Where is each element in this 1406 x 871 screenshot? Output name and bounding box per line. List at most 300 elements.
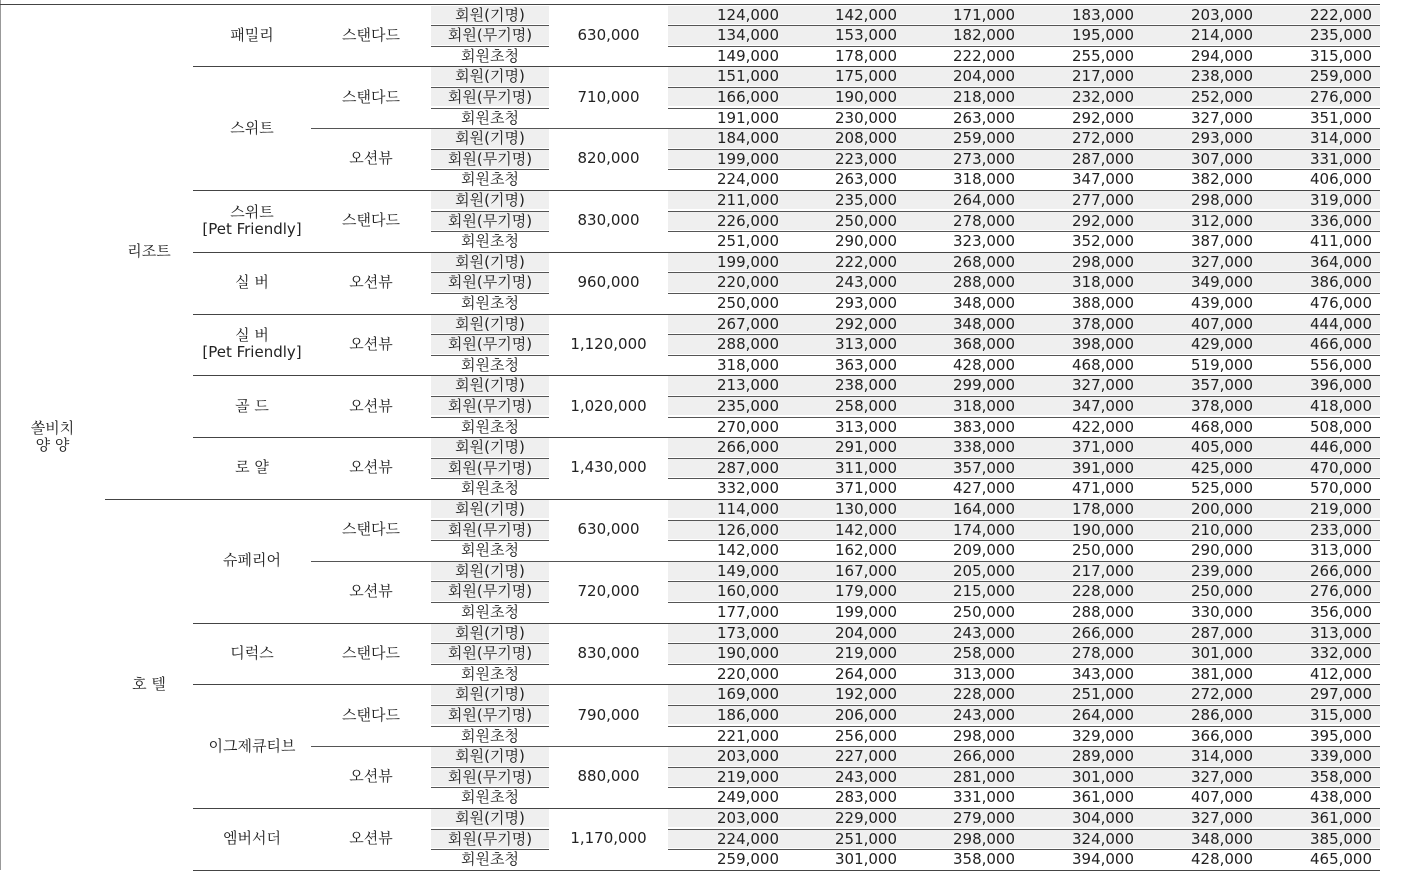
rate-cell: 357,000: [952, 458, 1016, 477]
rate-cell: 556,000: [1309, 355, 1373, 374]
rate-cell: 313,000: [952, 664, 1016, 683]
rate-cell: 238,000: [834, 376, 898, 395]
rate-cell: 130,000: [834, 499, 898, 518]
room-type-line: 엠버서더: [223, 829, 281, 848]
base-price: 630,000: [577, 520, 640, 539]
rate-cell: 191,000: [716, 108, 780, 127]
rate-cell: 343,000: [1071, 664, 1135, 683]
rate-cell: 363,000: [834, 355, 898, 374]
rate-cell: 281,000: [952, 767, 1016, 786]
rate-cell: 361,000: [1071, 788, 1135, 807]
rate-cell: 217,000: [1071, 561, 1135, 580]
rate-cell: 468,000: [1190, 417, 1254, 436]
rate-cell: 394,000: [1071, 850, 1135, 869]
rate-type-label: 회원초청: [461, 417, 519, 436]
rate-cell: 250,000: [716, 293, 780, 312]
view-type: 오션뷰: [349, 334, 393, 353]
rate-cell: 368,000: [952, 335, 1016, 354]
rate-type-label: 회원초청: [461, 726, 519, 745]
rate-cell: 519,000: [1190, 355, 1254, 374]
rate-type-label: 회원(기명): [455, 5, 525, 24]
rate-cell: 264,000: [952, 190, 1016, 209]
rate-cell: 319,000: [1309, 190, 1373, 209]
view-type: 오션뷰: [349, 273, 393, 292]
rate-cell: 251,000: [1071, 685, 1135, 704]
rate-cell: 315,000: [1309, 46, 1373, 65]
rate-cell: 239,000: [1190, 561, 1254, 580]
rate-cell: 199,000: [716, 252, 780, 271]
rate-type-label: 회원초청: [461, 602, 519, 621]
rate-cell: 178,000: [1071, 499, 1135, 518]
rate-cell: 304,000: [1071, 808, 1135, 827]
rate-type-label: 회원초청: [461, 541, 519, 560]
rate-cell: 249,000: [716, 788, 780, 807]
base-price: 1,020,000: [570, 396, 647, 415]
view-type: 오션뷰: [349, 767, 393, 786]
rate-cell: 230,000: [834, 108, 898, 127]
rate-cell: 301,000: [1190, 644, 1254, 663]
base-price: 830,000: [577, 211, 640, 230]
rate-cell: 418,000: [1309, 396, 1373, 415]
rate-cell: 476,000: [1309, 293, 1373, 312]
rate-cell: 283,000: [834, 788, 898, 807]
rate-type-label: 회원(무기명): [447, 520, 533, 539]
rate-cell: 208,000: [834, 129, 898, 148]
rate-cell: 288,000: [716, 335, 780, 354]
rate-type-label: 회원(무기명): [447, 149, 533, 168]
rate-cell: 327,000: [1190, 808, 1254, 827]
rate-cell: 222,000: [834, 252, 898, 271]
rate-cell: 385,000: [1309, 829, 1373, 848]
rate-cell: 177,000: [716, 602, 780, 621]
rate-type-label: 회원(무기명): [447, 458, 533, 477]
rate-cell: 327,000: [1190, 252, 1254, 271]
base-price: 820,000: [577, 149, 640, 168]
rate-cell: 266,000: [716, 438, 780, 457]
base-price: 710,000: [577, 87, 640, 106]
room-type: [193, 808, 311, 870]
room-type-line: 스위트: [230, 118, 274, 137]
rate-cell: 407,000: [1190, 788, 1254, 807]
rate-cell: 272,000: [1190, 685, 1254, 704]
rate-cell: 312,000: [1190, 211, 1254, 230]
rate-cell: 258,000: [952, 644, 1016, 663]
rate-type-label: 회원초청: [461, 46, 519, 65]
rate-cell: 238,000: [1190, 67, 1254, 86]
rate-cell: 167,000: [834, 561, 898, 580]
rate-cell: 218,000: [952, 87, 1016, 106]
base-price: 720,000: [577, 582, 640, 601]
rate-cell: 378,000: [1071, 314, 1135, 333]
rate-cell: 203,000: [1190, 5, 1254, 24]
rate-cell: 332,000: [716, 479, 780, 498]
rate-cell: 264,000: [1071, 705, 1135, 724]
room-type: [193, 66, 311, 190]
rate-cell: 297,000: [1309, 685, 1373, 704]
rate-cell: 313,000: [1309, 623, 1373, 642]
rate-cell: 243,000: [952, 705, 1016, 724]
rate-type-label: 회원(기명): [455, 623, 525, 642]
room-type-line: 골 드: [235, 396, 269, 415]
rate-cell: 422,000: [1071, 417, 1135, 436]
rate-cell: 327,000: [1190, 108, 1254, 127]
rate-type-label: 회원(무기명): [447, 396, 533, 415]
rate-cell: 171,000: [952, 5, 1016, 24]
rate-cell: 349,000: [1190, 273, 1254, 292]
rate-cell: 250,000: [834, 211, 898, 230]
rate-cell: 276,000: [1309, 87, 1373, 106]
rate-cell: 263,000: [952, 108, 1016, 127]
base-price: 1,430,000: [570, 458, 647, 477]
rate-cell: 330,000: [1190, 602, 1254, 621]
rate-cell: 347,000: [1071, 396, 1135, 415]
rate-cell: 220,000: [716, 273, 780, 292]
rate-cell: 357,000: [1190, 376, 1254, 395]
rate-cell: 332,000: [1309, 644, 1373, 663]
rate-cell: 381,000: [1190, 664, 1254, 683]
room-type-line: [Pet Friendly]: [202, 219, 302, 238]
rate-cell: 351,000: [1309, 108, 1373, 127]
rate-cell: 438,000: [1309, 788, 1373, 807]
rate-cell: 126,000: [716, 520, 780, 539]
rate-type-label: 회원(기명): [455, 561, 525, 580]
rate-cell: 263,000: [834, 170, 898, 189]
room-type-line: 로 얄: [235, 458, 269, 477]
rate-cell: 190,000: [834, 87, 898, 106]
view-type: 오션뷰: [349, 829, 393, 848]
rate-cell: 470,000: [1309, 458, 1373, 477]
rate-cell: 327,000: [1190, 767, 1254, 786]
rate-cell: 162,000: [834, 541, 898, 560]
rate-cell: 243,000: [952, 623, 1016, 642]
rate-cell: 412,000: [1309, 664, 1373, 683]
rate-cell: 235,000: [716, 396, 780, 415]
rate-cell: 407,000: [1190, 314, 1254, 333]
rate-cell: 223,000: [834, 149, 898, 168]
view-type: 스탠다드: [342, 705, 400, 724]
rate-cell: 205,000: [952, 561, 1016, 580]
base-price: 1,170,000: [570, 829, 647, 848]
rate-cell: 311,000: [834, 458, 898, 477]
rate-cell: 221,000: [716, 726, 780, 745]
rate-cell: 233,000: [1309, 520, 1373, 539]
rate-cell: 307,000: [1190, 149, 1254, 168]
rate-cell: 318,000: [952, 170, 1016, 189]
view-type: 스탠다드: [342, 643, 400, 662]
rate-cell: 186,000: [716, 705, 780, 724]
rate-cell: 204,000: [834, 623, 898, 642]
rate-cell: 446,000: [1309, 438, 1373, 457]
rate-cell: 331,000: [952, 788, 1016, 807]
view-type: 오션뷰: [349, 396, 393, 415]
rate-cell: 266,000: [1309, 561, 1373, 580]
rate-cell: 329,000: [1071, 726, 1135, 745]
view-type: 스탠다드: [342, 211, 400, 230]
base-price: 960,000: [577, 273, 640, 292]
rate-cell: 228,000: [1071, 582, 1135, 601]
rate-type-label: 회원(무기명): [447, 767, 533, 786]
room-type-line: 실 버: [235, 273, 269, 292]
rate-cell: 288,000: [952, 273, 1016, 292]
rate-cell: 348,000: [1190, 829, 1254, 848]
rate-cell: 203,000: [716, 747, 780, 766]
base-price: 790,000: [577, 705, 640, 724]
region-name-line: 양 양: [35, 436, 70, 455]
rate-cell: 292,000: [1071, 211, 1135, 230]
rate-cell: 222,000: [952, 46, 1016, 65]
rate-cell: 358,000: [952, 850, 1016, 869]
room-type-line: 이그제큐티브: [208, 736, 296, 755]
rate-cell: 347,000: [1071, 170, 1135, 189]
rate-cell: 166,000: [716, 87, 780, 106]
room-type: [193, 252, 311, 314]
rate-cell: 366,000: [1190, 726, 1254, 745]
rate-cell: 220,000: [716, 664, 780, 683]
rate-cell: 174,000: [952, 520, 1016, 539]
rate-cell: 190,000: [1071, 520, 1135, 539]
rate-cell: 267,000: [716, 314, 780, 333]
rate-type-label: 회원(무기명): [447, 335, 533, 354]
rate-cell: 314,000: [1309, 129, 1373, 148]
rate-cell: 270,000: [716, 417, 780, 436]
rate-cell: 361,000: [1309, 808, 1373, 827]
rate-cell: 444,000: [1309, 314, 1373, 333]
rate-cell: 252,000: [1190, 87, 1254, 106]
rate-cell: 286,000: [1190, 705, 1254, 724]
rate-type-label: 회원(기명): [455, 808, 525, 827]
rate-cell: 298,000: [1071, 252, 1135, 271]
category-name: 호 텔: [132, 674, 166, 693]
rate-cell: 149,000: [716, 46, 780, 65]
room-type: [193, 499, 311, 623]
rate-cell: 411,000: [1309, 232, 1373, 251]
rate-type-label: 회원(무기명): [447, 273, 533, 292]
rate-cell: 124,000: [716, 5, 780, 24]
rate-cell: 406,000: [1309, 170, 1373, 189]
rate-type-label: 회원(무기명): [447, 705, 533, 724]
rate-cell: 339,000: [1309, 747, 1373, 766]
rate-cell: 358,000: [1309, 767, 1373, 786]
rate-type-label: 회원초청: [461, 232, 519, 251]
category-name: 리조트: [127, 242, 171, 261]
rate-cell: 387,000: [1190, 232, 1254, 251]
rate-cell: 178,000: [834, 46, 898, 65]
rate-cell: 114,000: [716, 499, 780, 518]
rate-cell: 199,000: [716, 149, 780, 168]
rate-cell: 203,000: [716, 808, 780, 827]
rate-cell: 219,000: [716, 767, 780, 786]
rate-type-label: 회원(무기명): [447, 582, 533, 601]
rate-cell: 153,000: [834, 26, 898, 45]
rate-cell: 288,000: [1071, 602, 1135, 621]
rate-cell: 466,000: [1309, 335, 1373, 354]
rate-cell: 134,000: [716, 26, 780, 45]
room-type-line: 스위트: [230, 202, 274, 221]
base-price: 880,000: [577, 767, 640, 786]
rate-cell: 215,000: [952, 582, 1016, 601]
rate-cell: 259,000: [952, 129, 1016, 148]
rate-type-label: 회원초청: [461, 355, 519, 374]
rate-cell: 164,000: [952, 499, 1016, 518]
rate-cell: 287,000: [1071, 149, 1135, 168]
view-type: 스탠다드: [342, 520, 400, 539]
rate-cell: 388,000: [1071, 293, 1135, 312]
rate-cell: 371,000: [834, 479, 898, 498]
view-type: 스탠다드: [342, 25, 400, 44]
rate-cell: 251,000: [716, 232, 780, 251]
rate-cell: 293,000: [834, 293, 898, 312]
rate-cell: 213,000: [716, 376, 780, 395]
rate-cell: 289,000: [1071, 747, 1135, 766]
region-name: [0, 5, 105, 870]
room-type: [193, 437, 311, 499]
rate-type-label: 회원(기명): [455, 499, 525, 518]
rate-cell: 142,000: [834, 520, 898, 539]
rate-cell: 250,000: [952, 602, 1016, 621]
rate-cell: 235,000: [1309, 26, 1373, 45]
rate-cell: 290,000: [1190, 541, 1254, 560]
rate-cell: 465,000: [1309, 850, 1373, 869]
view-type: 스탠다드: [342, 87, 400, 106]
rate-cell: 398,000: [1071, 335, 1135, 354]
rate-cell: 175,000: [834, 67, 898, 86]
rate-cell: 243,000: [834, 273, 898, 292]
rate-type-label: 회원(무기명): [447, 644, 533, 663]
rate-cell: 224,000: [716, 170, 780, 189]
view-type: 오션뷰: [349, 582, 393, 601]
rate-cell: 226,000: [716, 211, 780, 230]
base-price: 1,120,000: [570, 334, 647, 353]
rate-type-label: 회원(무기명): [447, 211, 533, 230]
rate-cell: 169,000: [716, 685, 780, 704]
room-type-line: 디럭스: [230, 643, 274, 662]
rate-cell: 405,000: [1190, 438, 1254, 457]
rate-cell: 299,000: [952, 376, 1016, 395]
rate-cell: 243,000: [834, 767, 898, 786]
rate-cell: 192,000: [834, 685, 898, 704]
rate-type-label: 회원(기명): [455, 129, 525, 148]
rate-type-label: 회원초청: [461, 850, 519, 869]
rate-cell: 298,000: [952, 829, 1016, 848]
base-price: 630,000: [577, 25, 640, 44]
rate-cell: 149,000: [716, 561, 780, 580]
rate-cell: 291,000: [834, 438, 898, 457]
rate-cell: 439,000: [1190, 293, 1254, 312]
rate-cell: 352,000: [1071, 232, 1135, 251]
room-type: [193, 314, 311, 376]
rate-cell: 277,000: [1071, 190, 1135, 209]
rate-cell: 331,000: [1309, 149, 1373, 168]
rate-cell: 214,000: [1190, 26, 1254, 45]
rate-cell: 151,000: [716, 67, 780, 86]
rate-cell: 425,000: [1190, 458, 1254, 477]
rate-cell: 219,000: [1309, 499, 1373, 518]
rate-cell: 173,000: [716, 623, 780, 642]
rate-cell: 184,000: [716, 129, 780, 148]
rate-cell: 429,000: [1190, 335, 1254, 354]
rate-cell: 179,000: [834, 582, 898, 601]
rate-type-label: 회원초청: [461, 170, 519, 189]
rate-type-label: 회원(기명): [455, 314, 525, 333]
rate-cell: 427,000: [952, 479, 1016, 498]
rate-cell: 364,000: [1309, 252, 1373, 271]
rate-cell: 142,000: [834, 5, 898, 24]
rate-cell: 199,000: [834, 602, 898, 621]
rate-cell: 371,000: [1071, 438, 1135, 457]
rate-cell: 195,000: [1071, 26, 1135, 45]
rate-cell: 219,000: [834, 644, 898, 663]
rate-cell: 229,000: [834, 808, 898, 827]
rate-cell: 313,000: [834, 417, 898, 436]
rate-cell: 378,000: [1190, 396, 1254, 415]
rate-type-label: 회원(기명): [455, 747, 525, 766]
rate-cell: 206,000: [834, 705, 898, 724]
rate-cell: 250,000: [1190, 582, 1254, 601]
rate-cell: 386,000: [1309, 273, 1373, 292]
rate-cell: 356,000: [1309, 602, 1373, 621]
rate-cell: 313,000: [1309, 541, 1373, 560]
rate-cell: 292,000: [834, 314, 898, 333]
rate-cell: 327,000: [1071, 376, 1135, 395]
rate-type-label: 회원(기명): [455, 67, 525, 86]
rate-cell: 318,000: [716, 355, 780, 374]
rate-type-label: 회원(무기명): [447, 26, 533, 45]
rate-cell: 298,000: [1190, 190, 1254, 209]
rate-cell: 348,000: [952, 293, 1016, 312]
rate-cell: 190,000: [716, 644, 780, 663]
rate-cell: 251,000: [834, 829, 898, 848]
rate-cell: 313,000: [834, 335, 898, 354]
rate-cell: 228,000: [952, 685, 1016, 704]
rate-cell: 183,000: [1071, 5, 1135, 24]
rate-cell: 318,000: [952, 396, 1016, 415]
rate-cell: 276,000: [1309, 582, 1373, 601]
room-type: [193, 375, 311, 437]
rate-cell: 279,000: [952, 808, 1016, 827]
rate-type-label: 회원초청: [461, 788, 519, 807]
rate-cell: 256,000: [834, 726, 898, 745]
room-type-line: 슈페리어: [223, 551, 281, 570]
rate-cell: 200,000: [1190, 499, 1254, 518]
rate-cell: 287,000: [716, 458, 780, 477]
rate-cell: 222,000: [1309, 5, 1373, 24]
rate-type-label: 회원초청: [461, 293, 519, 312]
rate-cell: 272,000: [1071, 129, 1135, 148]
rate-cell: 250,000: [1071, 541, 1135, 560]
rate-cell: 396,000: [1309, 376, 1373, 395]
room-type: [193, 623, 311, 685]
rate-cell: 217,000: [1071, 67, 1135, 86]
rate-cell: 468,000: [1071, 355, 1135, 374]
rate-cell: 287,000: [1190, 623, 1254, 642]
rate-cell: 210,000: [1190, 520, 1254, 539]
rate-type-label: 회원(기명): [455, 252, 525, 271]
room-type-line: 실 버: [235, 326, 269, 345]
rate-cell: 471,000: [1071, 479, 1135, 498]
rate-cell: 268,000: [952, 252, 1016, 271]
rate-cell: 224,000: [716, 829, 780, 848]
rate-cell: 204,000: [952, 67, 1016, 86]
rate-cell: 570,000: [1309, 479, 1373, 498]
rate-cell: 278,000: [1071, 644, 1135, 663]
rate-cell: 142,000: [716, 541, 780, 560]
rate-cell: 383,000: [952, 417, 1016, 436]
region-name-line: 쏠비치: [30, 419, 75, 438]
rate-cell: 258,000: [834, 396, 898, 415]
rate-cell: 336,000: [1309, 211, 1373, 230]
rate-cell: 227,000: [834, 747, 898, 766]
room-type: [193, 5, 311, 67]
